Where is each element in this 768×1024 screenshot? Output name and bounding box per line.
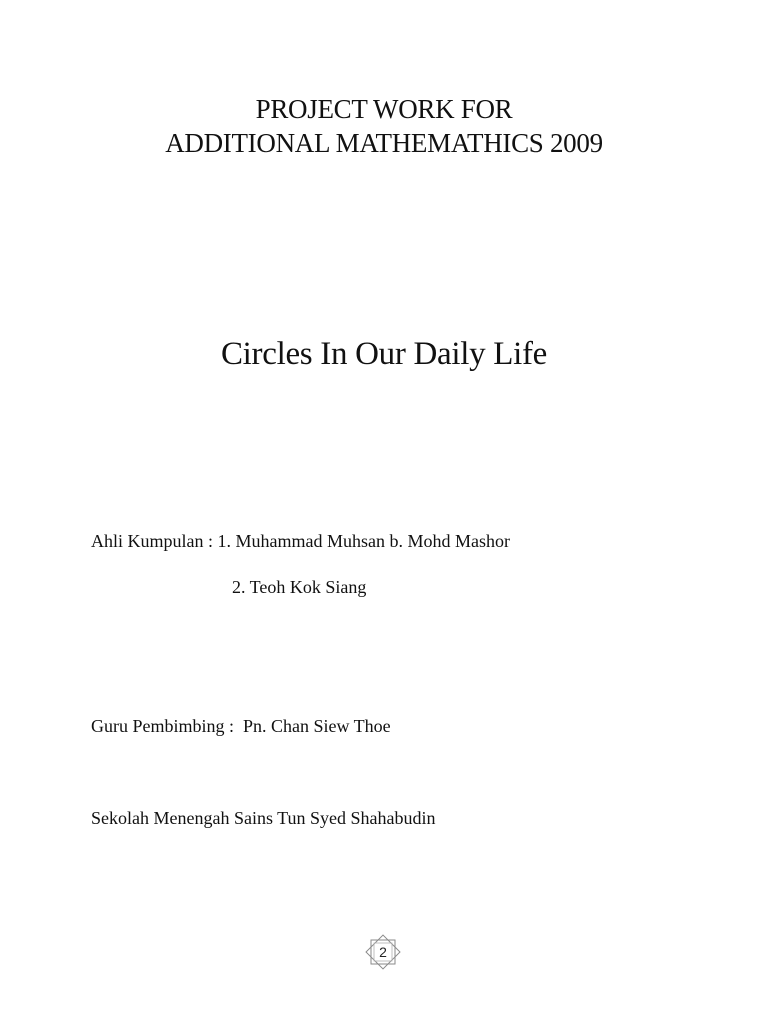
page-number-badge xyxy=(364,933,402,971)
project-title: Circles In Our Daily Life xyxy=(220,336,548,372)
project-heading-line-1: PROJECT WORK FOR xyxy=(255,94,513,124)
page-number: 2 xyxy=(379,944,387,960)
school-name: Sekolah Menengah Sains Tun Syed Shahabudin xyxy=(91,808,436,828)
group-members-row xyxy=(91,530,510,552)
teacher-row xyxy=(91,715,391,737)
teacher-name: Pn. Chan Siew Thoe xyxy=(243,716,391,736)
project-heading-line-2: ADDITIONAL MATHEMATHICS 2009 xyxy=(165,128,603,158)
group-member-2: 2. Teoh Kok Siang xyxy=(232,577,367,597)
group-members-label: Ahli Kumpulan : xyxy=(91,531,213,551)
teacher-label: Guru Pembimbing : xyxy=(91,716,234,736)
group-member-1: 1. Muhammad Muhsan b. Mohd Mashor xyxy=(217,531,510,551)
